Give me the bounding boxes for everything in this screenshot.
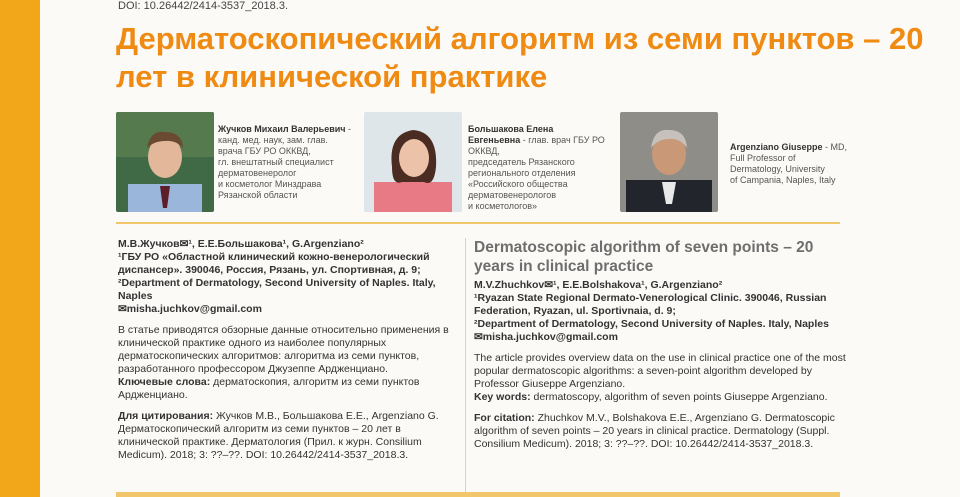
keywords-ru: Ключевые слова: дерматоскопия, алгоритм из семи пунктов Ардженциано. bbox=[118, 376, 420, 401]
english-column bbox=[474, 238, 848, 451]
authors-line-ru: М.В.Жучков✉¹, Е.Е.Большакова¹, G.Argenziano² bbox=[118, 238, 364, 250]
author-bio-bolshakova: Большакова Елена Евгеньевна - глав. врач ГБУ РО ОККВД, председатель Рязанского регионального отделения «Российского общества дерматовенерологов и косметологов» bbox=[468, 124, 605, 211]
author-photo-argenziano bbox=[620, 112, 718, 212]
affiliation-1-ru: ¹ГБУ РО «Областной клинический кожно-венерологический диспансер». 390046, Россия, Рязань, ул. Спортивная, д. 9; bbox=[118, 251, 430, 276]
affiliation-1-en: ¹Ryazan State Regional Dermato-Venerological Clinic. 390046, Russian Federation, Ryazan, ul. Sportivnaia, d. 9; bbox=[474, 292, 827, 317]
doi-header: DOI: 10.26442/2414-3537_2018.3. bbox=[118, 0, 289, 12]
orange-side-bar bbox=[0, 0, 40, 497]
authors-line-en: M.V.Zhuchkov✉¹, E.E.Bolshakova¹, G.Argenziano² bbox=[474, 279, 723, 291]
section-rule bbox=[116, 222, 840, 224]
column-divider bbox=[465, 238, 466, 493]
author-photo-bolshakova bbox=[364, 112, 462, 212]
citation-en: For citation: Zhuchkov M.V., Bolshakova E.E., Argenziano G. Dermatoscopic algorithm of seven points – 20 years in clinical practice. Dermatology (Suppl. Consilium Medicum). 2018; 3: ??–??. DOI: 10.26442/2414-3537_2018.3. bbox=[474, 412, 835, 450]
citation-ru: Для цитирования: Жучков М.В., Большакова Е.Е., Argenziano G. Дерматоскопический алгоритм из семи пунктов – 20 лет в клинической практике. Дерматология (Прил. к журн. Consilium Medicum). 2018; 3: ??–??. DOI: 10.26442/2414-3537_2018.3. bbox=[118, 410, 439, 461]
author-photo-zhuchkov bbox=[116, 112, 214, 212]
article-title-en: Dermatoscopic algorithm of seven points – 20 years in clinical practice bbox=[474, 239, 814, 275]
affiliation-2-ru: ²Department of Dermatology, Second University of Naples. Italy, Naples bbox=[118, 277, 436, 302]
bottom-band bbox=[116, 492, 840, 497]
keywords-en: Key words: dermatoscopy, algorithm of seven points Giuseppe Argenziano. bbox=[474, 391, 828, 403]
author-bio-zhuchkov: Жучков Михаил Валерьевич - канд. мед. наук, зам. глав. врача ГБУ РО ОККВД, гл. внештатный специалист дерматовенеролог и косметолог Минздрава Рязанской области bbox=[218, 124, 352, 200]
email-en[interactable]: ✉misha.juchkov@gmail.com bbox=[474, 331, 618, 343]
abstract-en: The article provides overview data on the use in clinical practice one of the most popular dermatoscopic algorithms: a seven-point algorithm developed by Professor Giuseppe Argenziano. bbox=[474, 352, 846, 390]
russian-column bbox=[118, 238, 456, 462]
article-title-ru: Дерматоскопический алгоритм из семи пунктов – 20 лет в клинической практике bbox=[116, 21, 924, 94]
affiliation-2-en: ²Department of Dermatology, Second University of Naples. Italy, Naples bbox=[474, 318, 829, 330]
abstract-ru: В статье приводятся обзорные данные относительно применения в клинической практике одного из наиболее популярных дерматоскопических алгоритмов: алгоритма из семи пунктов, разработанного профессором Джузеппе Ардженциано. bbox=[118, 324, 449, 375]
author-bio-argenziano: Argenziano Giuseppe - MD, Full Professor of Dermatology, University of Campania, Naples, Italy bbox=[730, 142, 848, 185]
email-ru[interactable]: ✉misha.juchkov@gmail.com bbox=[118, 303, 262, 315]
